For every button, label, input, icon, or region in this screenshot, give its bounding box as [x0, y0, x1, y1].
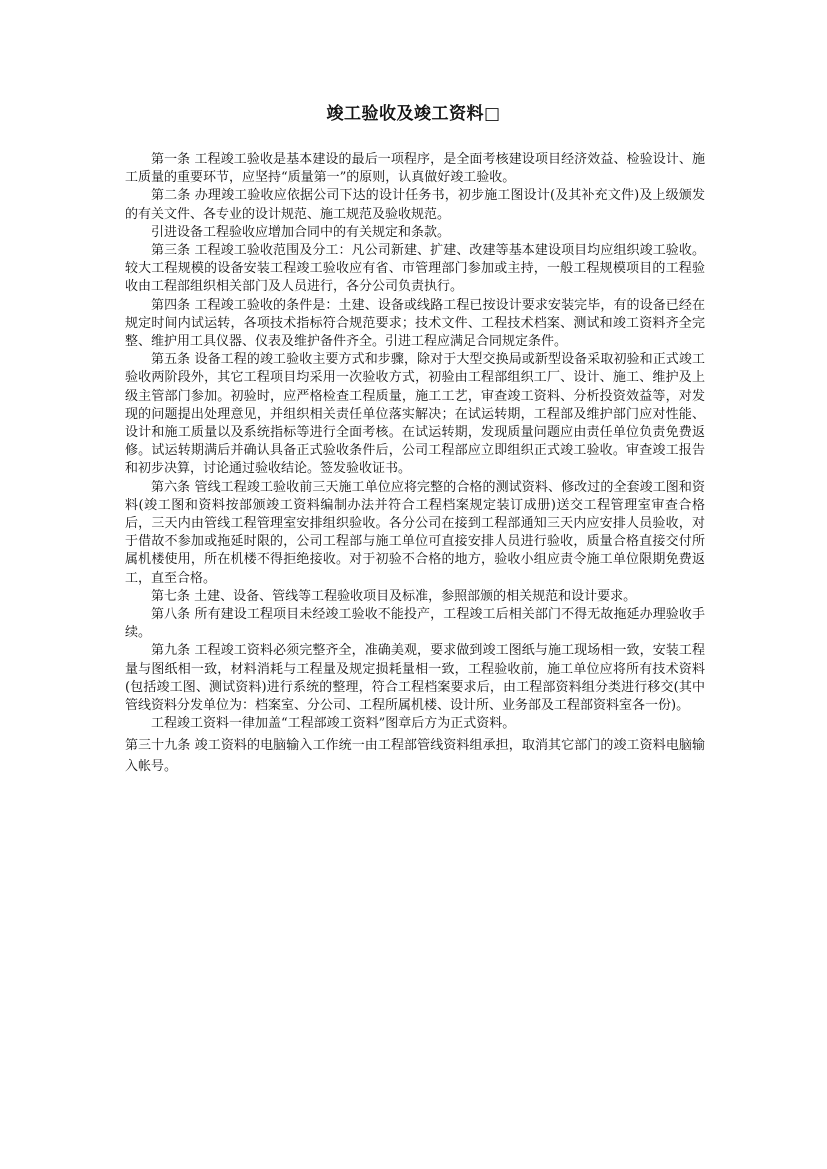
article-3-paragraph: 第三条 工程竣工验收范围及分工：凡公司新建、扩建、改建等基本建设项目均应组织竣工验收。较大工程规模的设备安装工程竣工验收应有省、市管理部门参加或主持，一般工程规模项目的工程验收由工程部组织相关部门及人员进行，各分公司负责执行。 [125, 243, 705, 295]
article-2-paragraph: 第二条 办理竣工验收应依据公司下达的设计任务书，初步施工图设计(及其补充文件)及上级颁发的有关文件、各专业的设计规范、施工规范及验收规范。 [125, 188, 705, 222]
document-body [125, 151, 705, 777]
article-4-paragraph: 第四条 工程竣工验收的条件是：土建、设备或线路工程已按设计要求安装完毕，有的设备已经在规定时间内试运转，各项技术指标符合规范要求；技术文件、工程技术档案、测试和竣工资料齐全完整、维护用工具仪器、仪表及维护备件齐全。引进工程应满足合同规定条件。 [125, 297, 705, 350]
article-9-paragraph: 第九条 工程竣工资料必须完整齐全，准确美观，要求做到竣工图纸与施工现场相一致，安装工程量与图纸相一致，材料消耗与工程量及规定损耗量相一致，工程验收前，施工单位应将所有技术资料(包括竣工图、测试资料)进行系统的整理，符合工程档案要求后，由工程部资料组分类进行移交(其中管线资料分发单位为：档案室、分公司、工程所属机楼、设计所、业务部及工程部资料室各一份)。 [125, 643, 705, 714]
official-stamp-note: 工程竣工资料一律加盖“工程部竣工资料”图章后方为正式资料。 [151, 716, 516, 732]
article-1-paragraph: 第一条 工程竣工验收是基本建设的最后一项程序，是全面考核建设项目经济效益、检验设计、施工质量的重要环节，应坚持“质量第一”的原则，认真做好竣工验收。 [125, 152, 705, 186]
document-title: 竣工验收及竣工资料□ [326, 104, 501, 124]
article-8-paragraph: 第八条 所有建设工程项目未经竣工验收不能投产，工程竣工后相关部门不得无故拖延办理验收手续。 [125, 607, 705, 641]
article-5-paragraph: 第五条 设备工程的竣工验收主要方式和步骤，除对于大型交换局或新型设备采取初验和正式竣工验收两阶段外，其它工程项目均采用一次验收方式，初验由工程部组织工厂、设计、施工、维护及上级主管部门参加。初验时，应严格检查工程质量，施工工艺，审查竣工资料、分析投资效益等，对发现的问题提出处理意见，并组织相关责任单位落实解决；在试运转期，工程部及维护部门应对性能、设计和施工质量以及系统指标等进行全面考核。在试运转期，发现质量问题应由责任单位负责免费返修。试运转期满后并确认具备正式验收条件后，公司工程部应立即组织正式竣工验收。审查竣工报告和初步决算，讨论通过验收结论。签发验收证书。 [125, 352, 705, 477]
imported-equipment-note: 引进设备工程验收应增加合同中的有关规定和条款。 [151, 224, 451, 240]
article-39-paragraph: 第三十九条 竣工资料的电脑输入工作统一由工程部管线资料组承担，取消其它部门的竣工资料电脑输入帐号。 [125, 737, 705, 774]
article-7-paragraph: 第七条 土建、设备、管线等工程验收项目及标准，参照部颁的相关规范和设计要求。 [151, 588, 637, 604]
article-6-paragraph: 第六条 管线工程竣工验收前三天施工单位应将完整的合格的测试资料、修改过的全套竣工图和资料(竣工图和资料按部颁竣工资料编制办法并符合工程档案规定装订成册)送交工程管理室审查合格后，三天内由管线工程管理室安排组织验收。各分公司在接到工程部通知三天内应安排人员验收，对于借故不参加或拖延时限的，公司工程部与施工单位可直接安排人员进行验收，质量合格直接交付所属机楼使用，所在机楼不得拒绝接收。对于初验不合格的地方，验收小组应责令施工单位限期免费返工，直至合格。 [125, 479, 705, 586]
